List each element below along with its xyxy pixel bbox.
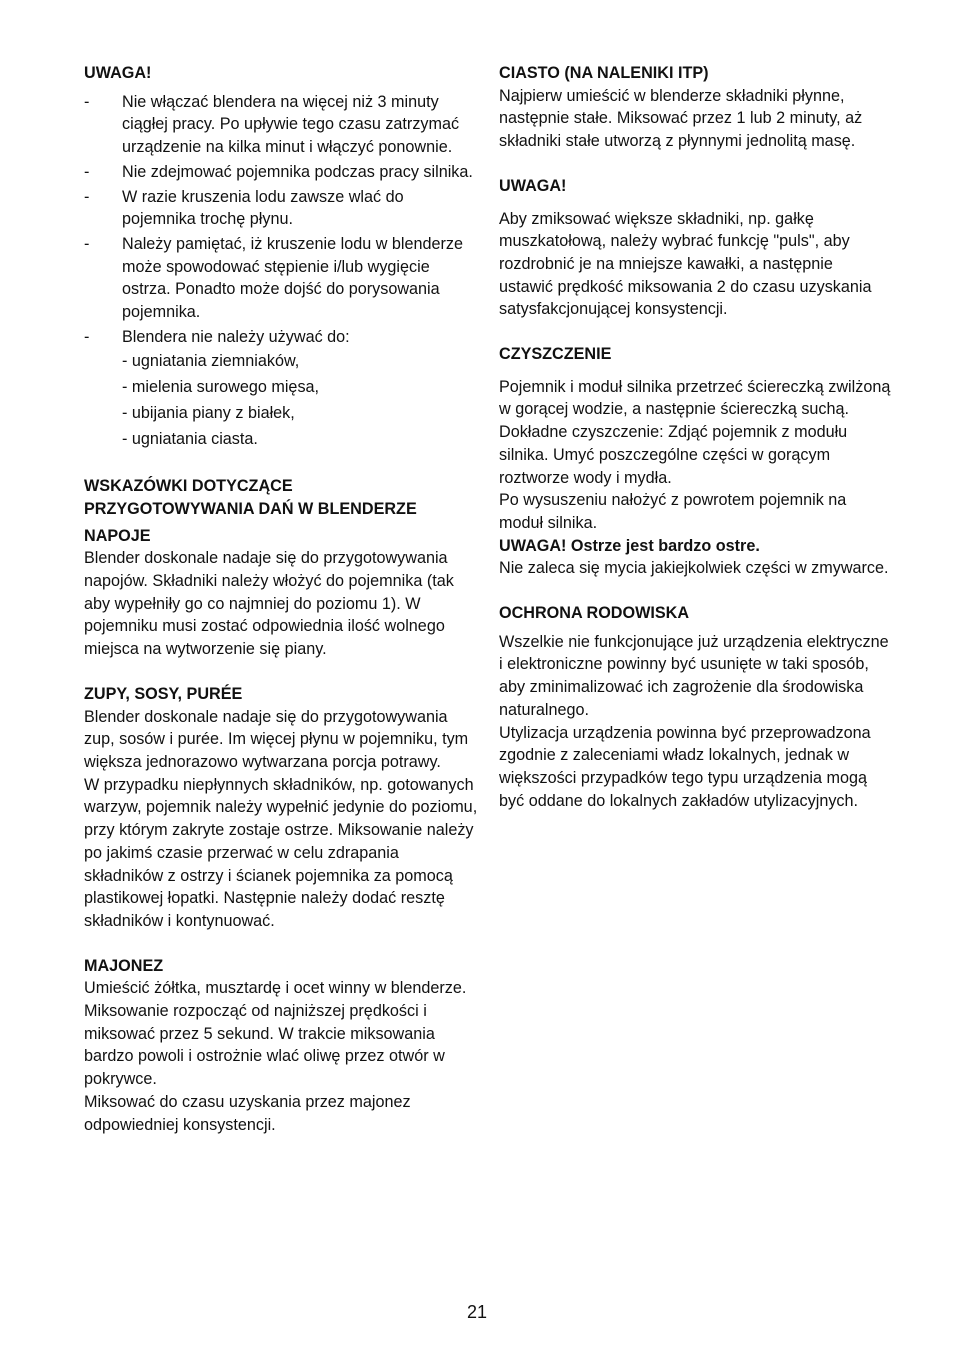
right-column <box>499 62 891 812</box>
warning-item: - Nie włączać blendera na więcej niż 3 minuty ciągłej pracy. Po upływie tego czasu zatrzymać urządzenie na kilka minut i włączyć ponownie. <box>84 91 478 159</box>
warning-text-2: Aby zmiksować większe składniki, np. gałkę muszkatołową, należy wybrać funkcję "puls", aby rozdrobnić je na mniejsze kawałki, a następnie ustawić prędkość miksowania 2 do czasu uzyskania satysfakcjonującej konsystencji. <box>499 209 872 319</box>
warning-item: - Nie zdejmować pojemnika podczas pracy silnika. <box>84 161 478 184</box>
cleaning-text-2: Dokładne czyszczenie: Zdjąć pojemnik z modułu silnika. Umyć poszczególne części w gorącym roztworze wody i mydła. <box>499 423 848 487</box>
environment-text-2: Utylizacja urządzenia powinna być przeprowadzona zgodnie z zaleceniami władz lokalnych, jednak w większości przypadków tego typu urządzenia mogą być oddane do lokalnych zakładów utylizacyjnych. <box>499 723 871 810</box>
cleaning-text-1: Pojemnik i moduł silnika przetrzeć ściereczką zwilżoną w gorącej wodzie, a następnie ściereczką suchą. <box>499 377 891 419</box>
drinks-heading: NAPOJE <box>84 526 151 545</box>
soups-text-2: W przypadku niepłynnych składników, np. gotowanych warzyw, pojemnik należy wypełnić jedynie do poziomu, przy którym zakryte zostaje ostrze. Miksowanie należy po jakimś czasie przerwać w celu zdrapania składników z ostrzy i ścianek pojemnika za pomocą plastikowej łopatki. Następnie należy dodać resztę składników i kontynuować. <box>84 775 478 930</box>
warning-subitem: - ugniatania ziemniaków, <box>122 352 300 371</box>
mayonnaise-text-2: Miksować do czasu uzyskania przez majonez odpowiedniej konsystencji. <box>84 1092 411 1134</box>
warning-subitem: - ugniatania ciasta. <box>122 429 258 448</box>
soups-heading: ZUPY, SOSY, PURÉE <box>84 684 243 703</box>
drinks-text: Blender doskonale nadaje się do przygotowywania napojów. Składniki należy włożyć do pojemnika (tak aby wypełniły go co najmniej do poziomu 1). W pojemniku musi zostać odpowiednia ilość wolnego miejsca na wytworzenie się piany. <box>84 549 454 659</box>
warning-item: - W razie kruszenia lodu zawsze wlać do pojemnika trochę płynu. <box>84 186 478 231</box>
cleaning-text-3: Po wysuszeniu nałożyć z powrotem pojemnik na moduł silnika. <box>499 491 847 532</box>
warning-subitem: - ubijania piany z białek, <box>122 403 295 422</box>
tips-heading-line-1: WSKAZÓWKI DOTYCZĄCE <box>84 477 293 496</box>
batter-text: Najpierw umieścić w blenderze składniki płynne, następnie stałe. Miksować przez 1 lub 2 minuty, aż składniki stałe utworzą z płynnymi jednolitą masę. <box>499 86 863 151</box>
cleaning-heading: CZYSZCZENIE <box>499 345 612 364</box>
warning-heading: UWAGA! <box>84 64 152 82</box>
warning-heading-2: UWAGA! <box>499 176 567 195</box>
warning-item-text: Blendera nie należy używać do: <box>122 327 350 346</box>
environment-text-1: Wszelkie nie funkcjonujące już urządzenia elektryczne i elektroniczne powinny być usunięte w taki sposób, aby zminimalizować ich zagrożenie dla środowiska naturalnego. <box>499 632 889 719</box>
warning-item: - Należy pamiętać, iż kruszenie lodu w blenderze może spowodować stępienie i/lub wygięcie ostrza. Ponadto może dojść do porysowania pojemnika. <box>84 233 478 324</box>
tips-heading-line-2: PRZYGOTOWYWANIA DAŃ W BLENDERZE <box>84 499 417 518</box>
left-column <box>84 62 478 1136</box>
cleaning-warning: UWAGA! Ostrze jest bardzo ostre. <box>499 536 760 555</box>
page-number: 21 <box>466 1302 488 1322</box>
warning-subitem: - mielenia surowego mięsa, <box>122 378 320 397</box>
mayonnaise-heading: MAJONEZ <box>84 956 164 975</box>
warning-item <box>84 326 478 451</box>
mayonnaise-text-1: Umieścić żółtka, musztardę i ocet winny w blenderze. Miksowanie rozpocząć od najniższej prędkości i miksować przez 5 sekund. W trakcie miksowania bardzo powoli i ostrożnie wlać oliwę przez otwór w pokrywce. <box>84 979 467 1089</box>
cleaning-text-4: Nie zaleca się mycia jakiejkolwiek części w zmywarce. <box>499 559 889 578</box>
soups-text-1: Blender doskonale nadaje się do przygotowywania zup, sosów i purée. Im więcej płynu w pojemniku, tym większa jednorazowo wytwarzana porcja potrawy. <box>84 707 469 771</box>
environment-heading: OCHRONA RODOWISKA <box>499 604 690 623</box>
batter-heading: CIASTO (NA NALENIKI ITP) <box>499 64 709 82</box>
warning-list <box>84 91 478 451</box>
warning-sublist <box>122 350 478 450</box>
